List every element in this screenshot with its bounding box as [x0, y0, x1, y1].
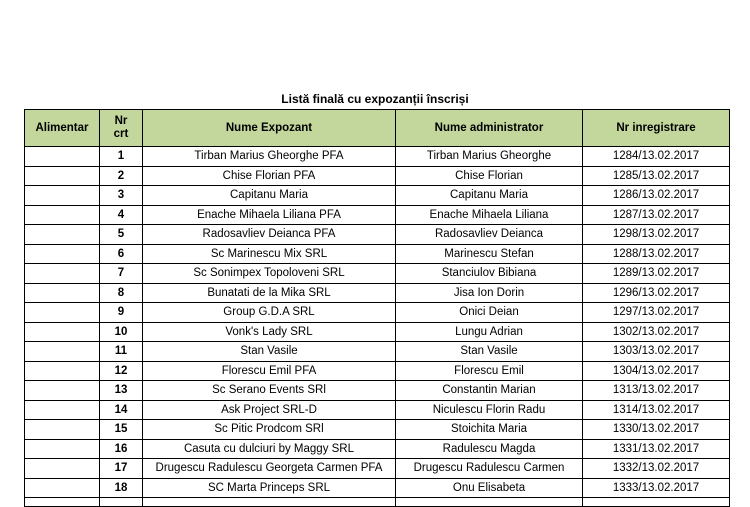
exhibitor-name-cell: Group G.D.A SRL — [143, 303, 396, 323]
registration-number-cell: 1330/13.02.2017 — [583, 420, 730, 440]
row-number-cell: 4 — [100, 205, 143, 225]
table-row — [25, 381, 730, 401]
registration-number-cell: 1304/13.02.2017 — [583, 361, 730, 381]
table-row — [25, 225, 730, 245]
category-cell — [25, 264, 100, 284]
table-row-partial — [25, 498, 730, 507]
registration-number-cell: 1332/13.02.2017 — [583, 459, 730, 479]
table-row — [25, 439, 730, 459]
table-row — [25, 342, 730, 362]
category-cell — [25, 322, 100, 342]
table-row — [25, 244, 730, 264]
table-header-row — [25, 110, 730, 147]
partial-cell — [143, 498, 396, 507]
category-cell — [25, 478, 100, 498]
table-row — [25, 459, 730, 479]
table-row — [25, 322, 730, 342]
table-body — [25, 147, 730, 507]
table-row — [25, 420, 730, 440]
category-cell — [25, 303, 100, 323]
row-number-cell: 12 — [100, 361, 143, 381]
table-row — [25, 283, 730, 303]
exhibitor-name-cell: Ask Project SRL-D — [143, 400, 396, 420]
category-cell — [25, 459, 100, 479]
registration-number-cell: 1302/13.02.2017 — [583, 322, 730, 342]
registration-number-cell: 1298/13.02.2017 — [583, 225, 730, 245]
partial-cell — [100, 498, 143, 507]
administrator-name-cell: Capitanu Maria — [396, 186, 583, 206]
administrator-name-cell: Radosavliev Deianca — [396, 225, 583, 245]
row-number-cell: 10 — [100, 322, 143, 342]
nr-header-line1: Nr — [114, 115, 128, 127]
row-number-cell: 8 — [100, 283, 143, 303]
administrator-name-cell: Marinescu Stefan — [396, 244, 583, 264]
table-row — [25, 186, 730, 206]
category-cell — [25, 225, 100, 245]
row-number-cell: 13 — [100, 381, 143, 401]
administrator-name-cell: Stanciulov Bibiana — [396, 264, 583, 284]
registration-number-cell: 1331/13.02.2017 — [583, 439, 730, 459]
category-cell — [25, 244, 100, 264]
partial-cell — [396, 498, 583, 507]
registration-number-cell: 1285/13.02.2017 — [583, 166, 730, 186]
exhibitor-name-cell: Stan Vasile — [143, 342, 396, 362]
exhibitor-name-cell: Chise Florian PFA — [143, 166, 396, 186]
row-number-cell: 9 — [100, 303, 143, 323]
nr-header-line2: crt — [113, 128, 129, 140]
registration-number-cell: 1296/13.02.2017 — [583, 283, 730, 303]
administrator-name-cell: Radulescu Magda — [396, 439, 583, 459]
administrator-name-cell: Florescu Emil — [396, 361, 583, 381]
partial-cell — [583, 498, 730, 507]
registration-number-cell: 1314/13.02.2017 — [583, 400, 730, 420]
nr-crt-header — [100, 110, 143, 147]
registration-number-cell: 1284/13.02.2017 — [583, 147, 730, 167]
exhibitor-name-cell: Sc Pitic Prodcom SRl — [143, 420, 396, 440]
table-row — [25, 478, 730, 498]
category-cell — [25, 147, 100, 167]
exhibitor-name-cell: Bunatati de la Mika SRL — [143, 283, 396, 303]
row-number-cell: 17 — [100, 459, 143, 479]
row-number-cell: 2 — [100, 166, 143, 186]
registration-number-cell: 1288/13.02.2017 — [583, 244, 730, 264]
exhibitor-name-cell: Florescu Emil PFA — [143, 361, 396, 381]
exhibitor-name-cell: Vonk's Lady SRL — [143, 322, 396, 342]
administrator-name-cell: Stoichita Maria — [396, 420, 583, 440]
exhibitor-name-cell: Radosavliev Deianca PFA — [143, 225, 396, 245]
exhibitor-name-cell: Drugescu Radulescu Georgeta Carmen PFA — [143, 459, 396, 479]
administrator-name-cell: Jisa Ion Dorin — [396, 283, 583, 303]
category-cell — [25, 205, 100, 225]
category-cell — [25, 186, 100, 206]
category-cell — [25, 342, 100, 362]
row-number-cell: 18 — [100, 478, 143, 498]
table-row — [25, 205, 730, 225]
exhibitors-table — [24, 109, 730, 507]
exhibitor-name-cell: Sc Sonimpex Topoloveni SRL — [143, 264, 396, 284]
administrator-name-cell: Chise Florian — [396, 166, 583, 186]
exhibitor-name-cell: Casuta cu dulciuri by Maggy SRL — [143, 439, 396, 459]
table-row — [25, 361, 730, 381]
row-number-cell: 16 — [100, 439, 143, 459]
table-row — [25, 166, 730, 186]
category-cell — [25, 439, 100, 459]
exhibitor-name-cell: Sc Serano Events SRl — [143, 381, 396, 401]
row-number-cell: 1 — [100, 147, 143, 167]
administrator-name-cell: Stan Vasile — [396, 342, 583, 362]
administrator-name-cell: Onici Deian — [396, 303, 583, 323]
row-number-cell: 3 — [100, 186, 143, 206]
exhibitor-name-cell: Sc Marinescu Mix SRL — [143, 244, 396, 264]
administrator-name-cell: Enache Mihaela Liliana — [396, 205, 583, 225]
table-row — [25, 400, 730, 420]
category-cell — [25, 381, 100, 401]
partial-cell — [25, 498, 100, 507]
category-cell — [25, 283, 100, 303]
administrator-name-cell: Tirban Marius Gheorghe — [396, 147, 583, 167]
registration-number-cell: 1303/13.02.2017 — [583, 342, 730, 362]
registration-number-header: Nr inregistrare — [583, 110, 730, 147]
registration-number-cell: 1333/13.02.2017 — [583, 478, 730, 498]
registration-number-cell: 1287/13.02.2017 — [583, 205, 730, 225]
exhibitor-name-cell: Enache Mihaela Liliana PFA — [143, 205, 396, 225]
document-title: Listă finală cu expozanții înscriși — [281, 92, 469, 106]
category-cell — [25, 166, 100, 186]
registration-number-cell: 1289/13.02.2017 — [583, 264, 730, 284]
registration-number-cell: 1286/13.02.2017 — [583, 186, 730, 206]
category-header: Alimentar — [25, 110, 100, 147]
exhibitor-name-cell: Tirban Marius Gheorghe PFA — [143, 147, 396, 167]
exhibitor-name-cell: Capitanu Maria — [143, 186, 396, 206]
table-row — [25, 264, 730, 284]
administrator-name-cell: Drugescu Radulescu Carmen — [396, 459, 583, 479]
administrator-name-cell: Lungu Adrian — [396, 322, 583, 342]
row-number-cell: 6 — [100, 244, 143, 264]
administrator-name-cell: Niculescu Florin Radu — [396, 400, 583, 420]
table-row — [25, 147, 730, 167]
row-number-cell: 5 — [100, 225, 143, 245]
category-cell — [25, 361, 100, 381]
row-number-cell: 14 — [100, 400, 143, 420]
administrator-name-header: Nume administrator — [396, 110, 583, 147]
row-number-cell: 11 — [100, 342, 143, 362]
category-cell — [25, 420, 100, 440]
row-number-cell: 15 — [100, 420, 143, 440]
registration-number-cell: 1313/13.02.2017 — [583, 381, 730, 401]
administrator-name-cell: Constantin Marian — [396, 381, 583, 401]
row-number-cell: 7 — [100, 264, 143, 284]
category-cell — [25, 400, 100, 420]
exhibitor-name-cell: SC Marta Princeps SRL — [143, 478, 396, 498]
table-row — [25, 303, 730, 323]
administrator-name-cell: Onu Elisabeta — [396, 478, 583, 498]
exhibitor-name-header: Nume Expozant — [143, 110, 396, 147]
registration-number-cell: 1297/13.02.2017 — [583, 303, 730, 323]
